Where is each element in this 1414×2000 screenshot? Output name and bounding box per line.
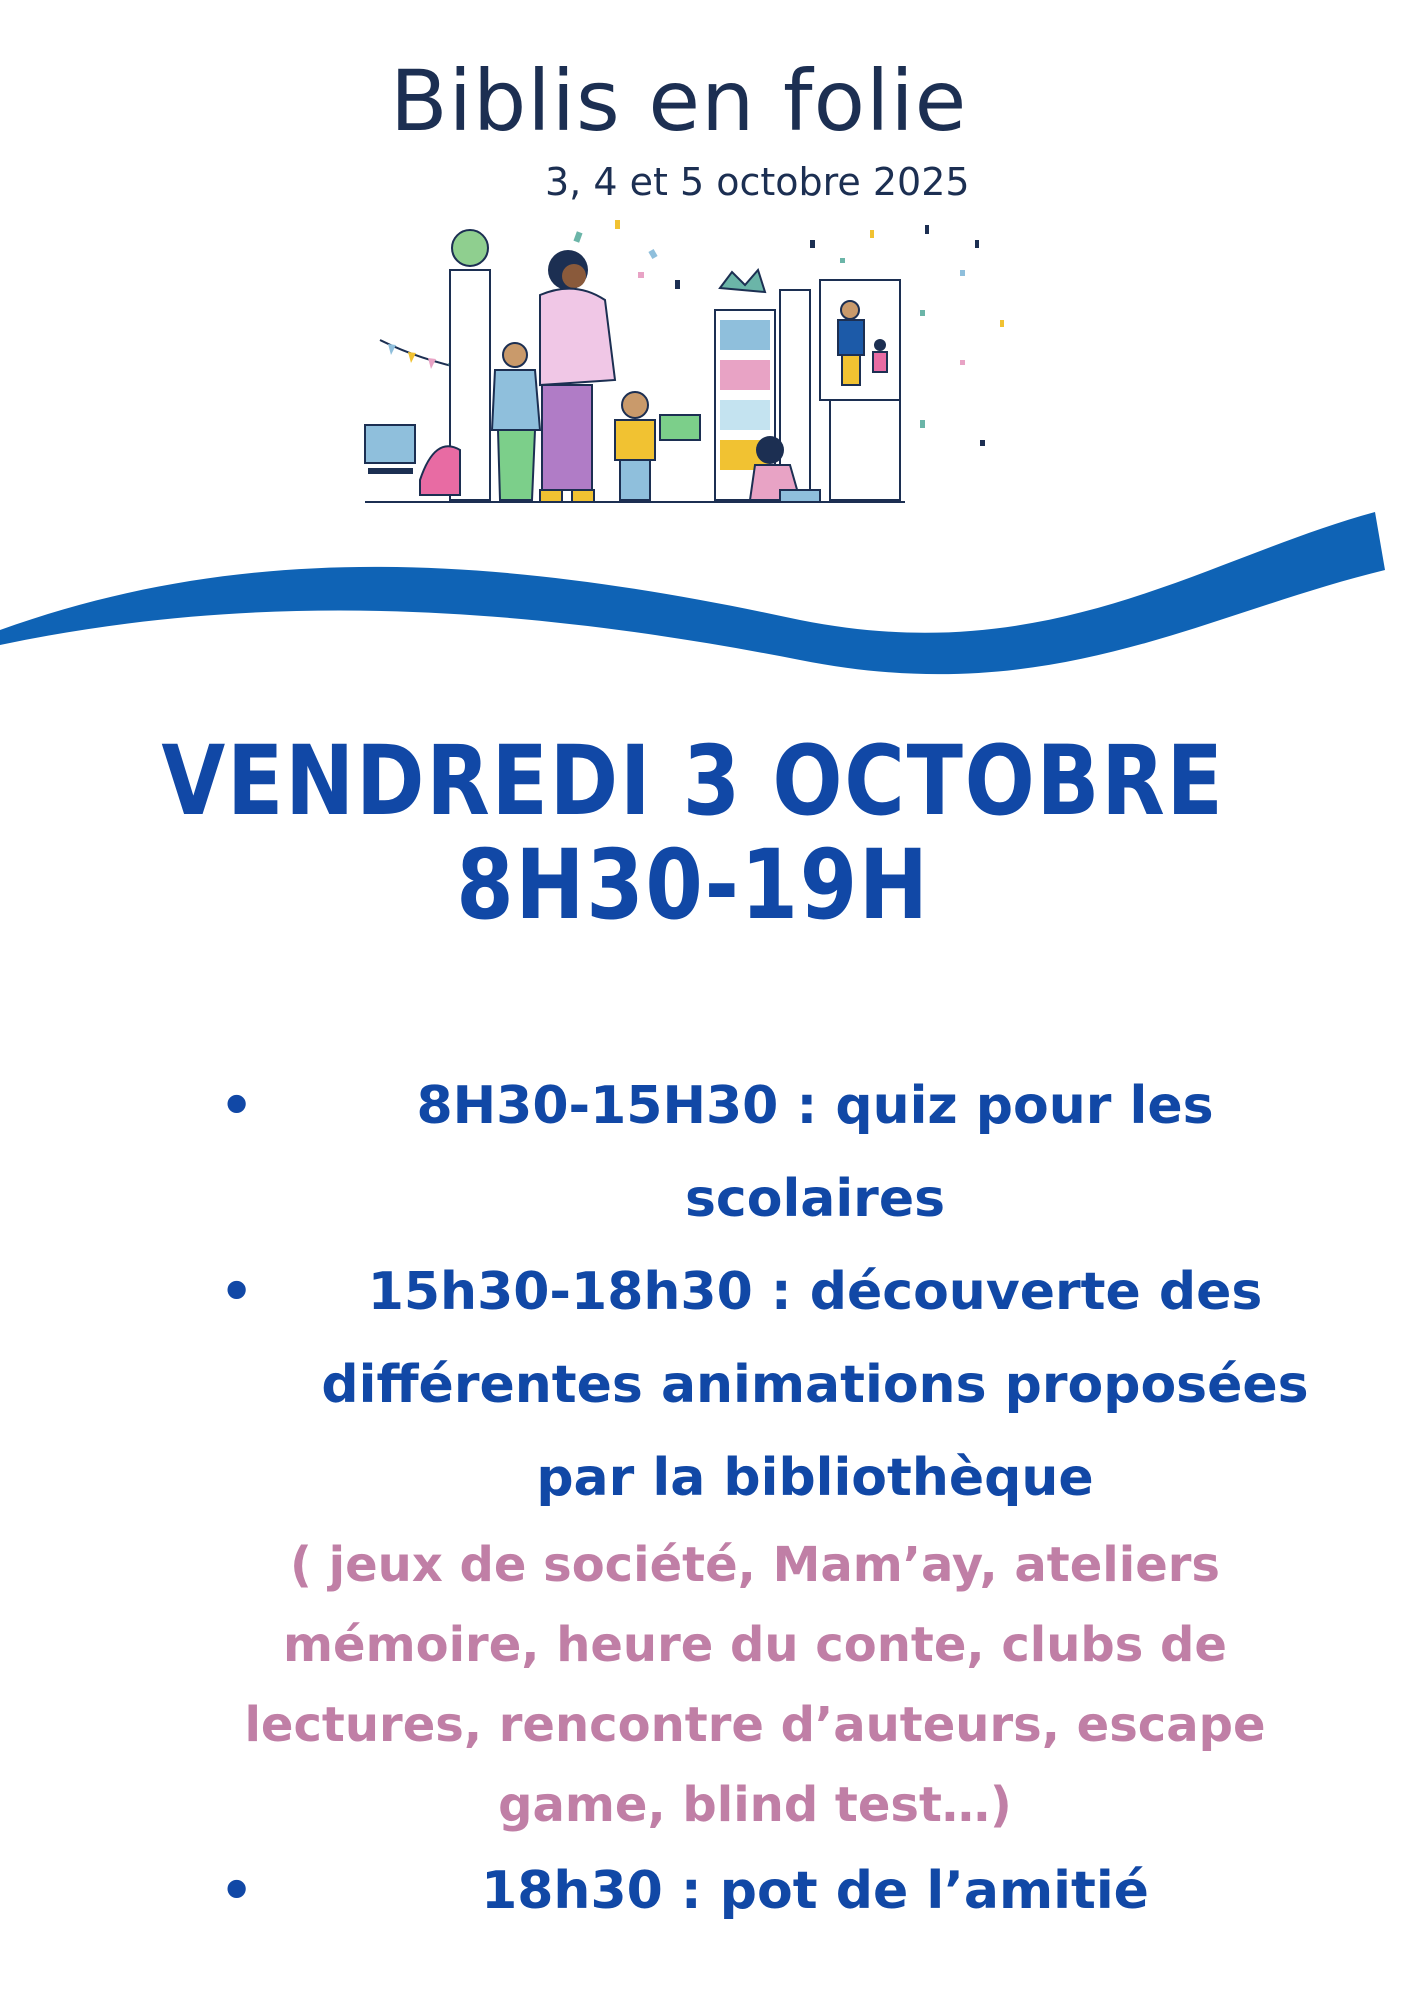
- bullet-icon: •: [220, 1076, 254, 1136]
- day-heading: [0, 725, 1414, 941]
- bullet-icon: •: [220, 1861, 254, 1921]
- day-hours: 8H30-19H: [456, 828, 930, 941]
- program-item-text: 8H30-15H30 : quiz pour les scolaires: [416, 1076, 1214, 1229]
- list-item: [200, 1845, 1340, 1938]
- list-item: [200, 1246, 1340, 1525]
- event-dates: 3, 4 et 5 octobre 2025: [545, 160, 970, 204]
- list-item: [200, 1060, 1340, 1246]
- day-date: VENDREDI 3 OCTOBRE: [161, 725, 1225, 837]
- program-item-text: 18h30 : pot de l’amitié: [481, 1861, 1149, 1921]
- animations-note: ( jeux de société, Mam’ay, ateliers mémoire, heure du conte, clubs de lectures, rencontre d’auteurs, escape game, blind test…): [244, 1537, 1266, 1833]
- bullet-icon: •: [220, 1262, 254, 1322]
- poster-title: Biblis en folie: [390, 52, 968, 150]
- program-list: [200, 1060, 1340, 1938]
- decorative-wave: [0, 500, 1414, 680]
- program-item-text: 15h30-18h30 : découverte des différentes animations proposées par la bibliothèque: [321, 1262, 1309, 1508]
- library-celebration-illustration: [360, 210, 1040, 520]
